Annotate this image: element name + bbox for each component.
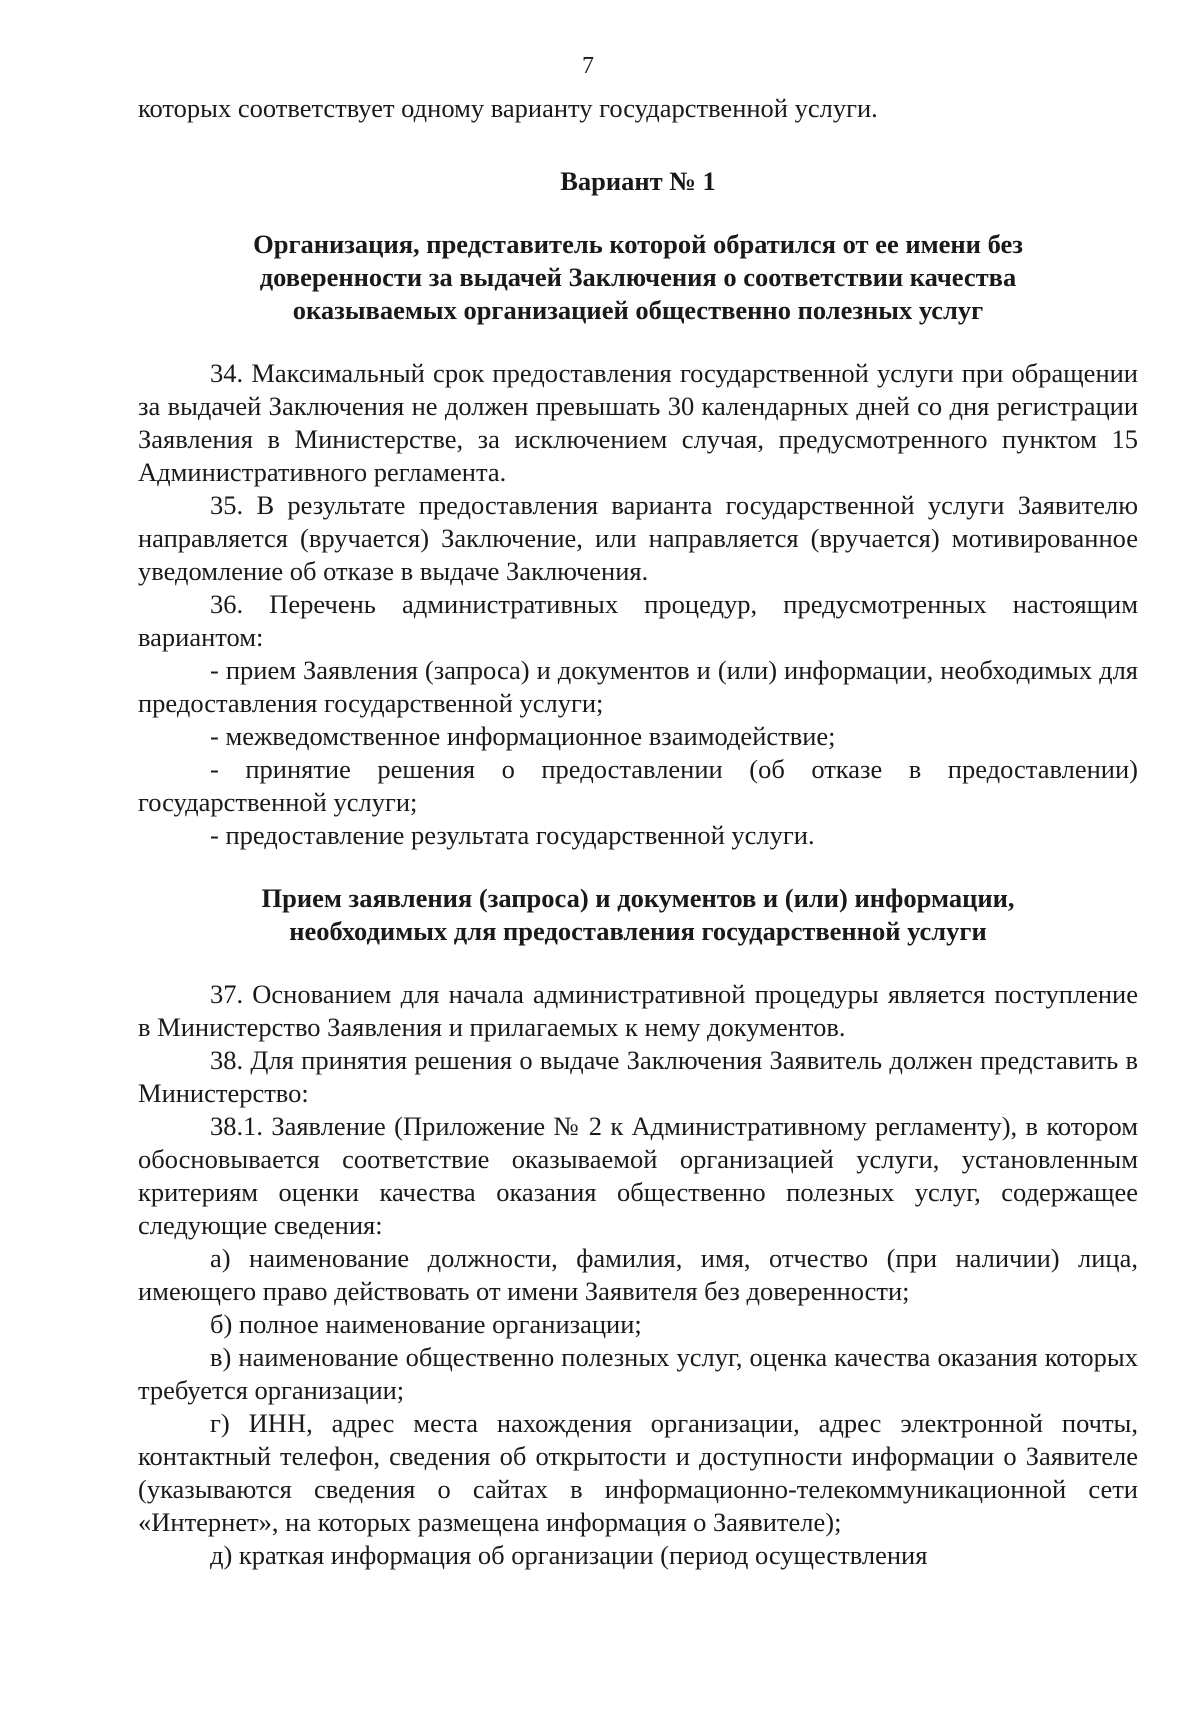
- paragraph-34: 34. Максимальный срок предоставления государственной услуги при обращении за выдачей Заключения не должен превышать 30 календарных дней со дня регистрации Заявления в Министерстве, за исключением случая, предусмотренного пунктом 15 Административного регламента.: [138, 358, 1138, 487]
- list-item-a: а) наименование должности, фамилия, имя, отчество (при наличии) лица, имеющего право действовать от имени Заявителя без доверенности;: [138, 1243, 1138, 1306]
- list-item: - прием Заявления (запроса) и документов и (или) информации, необходимых для предоставления государственной услуги;: [138, 655, 1138, 718]
- section1-title-line: Организация, представитель которой обратился от ее имени без: [253, 229, 1023, 259]
- paragraph-38: 38. Для принятия решения о выдаче Заключения Заявитель должен представить в Министерство:: [138, 1045, 1138, 1108]
- section2-title: [138, 882, 1138, 948]
- paragraph-35: 35. В результате предоставления варианта государственной услуги Заявителю направляется (вручается) Заключение, или направляется (вручается) мотивированное уведомление об отказе в выдаче Заключения.: [138, 490, 1138, 586]
- section2-title-line: необходимых для предоставления государственной услуги: [289, 916, 987, 946]
- section1-title: [138, 228, 1138, 327]
- list-item-b: б) полное наименование организации;: [210, 1309, 642, 1339]
- variant-heading: Вариант № 1: [560, 166, 716, 196]
- paragraph-36: 36. Перечень административных процедур, предусмотренных настоящим вариантом:: [138, 589, 1138, 652]
- list-item-g: г) ИНН, адрес места нахождения организации, адрес электронной почты, контактный телефон, сведения об открытости и доступности информации о Заявителе (указываются сведения о сайтах в информационно-телекоммуникационной сети «Интернет», на которых размещена информация о Заявителе);: [138, 1408, 1138, 1537]
- list-item-v: в) наименование общественно полезных услуг, оценка качества оказания которых требуется организации;: [138, 1342, 1138, 1405]
- list-item-d: д) краткая информация об организации (период осуществления: [210, 1540, 928, 1570]
- paragraph-38-1: 38.1. Заявление (Приложение № 2 к Административному регламенту), в котором обосновывается соответствие оказываемой организацией услуги, установленным критериям оценки качества оказания общественно полезных услуг, содержащее следующие сведения:: [138, 1111, 1138, 1240]
- section1-title-line: оказываемых организацией общественно полезных услуг: [292, 295, 984, 325]
- page-number: 7: [582, 53, 594, 79]
- section2-title-line: Прием заявления (запроса) и документов и (или) информации,: [261, 883, 1015, 913]
- list-item: - межведомственное информационное взаимодействие;: [210, 721, 836, 751]
- continuation-line: которых соответствует одному варианту государственной услуги.: [138, 93, 878, 123]
- list-item: - предоставление результата государственной услуги.: [210, 820, 815, 850]
- section1-title-line: доверенности за выдачей Заключения о соответствии качества: [259, 262, 1017, 292]
- list-item: - принятие решения о предоставлении (об отказе в предоставлении) государственной услуги;: [138, 754, 1138, 817]
- paragraph-37: 37. Основанием для начала административной процедуры является поступление в Министерство Заявления и прилагаемых к нему документов.: [138, 979, 1138, 1042]
- document-body: [138, 92, 1138, 1572]
